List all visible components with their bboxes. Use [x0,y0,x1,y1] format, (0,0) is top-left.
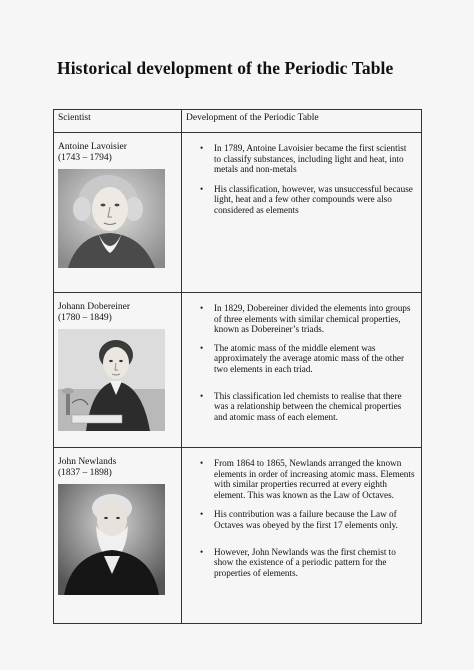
table-row [54,293,422,448]
scientist-cell [54,293,182,448]
scientist-years: (1837 – 1898) [58,468,112,478]
scientist-years: (1780 – 1849) [58,313,112,323]
table-header-row [54,110,422,133]
development-cell [182,293,422,448]
development-list [190,303,415,422]
list-item: • In 1789, Antoine Lavoisier became the first scientist to classify substances, including light and heat, into metals and non-metals [190,143,415,175]
portrait-dobereiner [58,329,165,431]
list-item: • His classification, however, was unsuccessful because light, heat and a few other compounds were also considered as elements [190,184,415,216]
scientist-name: Johann Dobereiner [58,302,131,312]
portrait-newlands [58,484,165,595]
scientist-name: John Newlands [58,457,117,467]
list-item: • This classification led chemists to realise that there was a relationship between the chemical properties and atomic mass of each element. [190,391,415,423]
portrait-lavoisier [58,169,165,268]
scientist-cell [54,133,182,293]
list-item: • The atomic mass of the middle element was approximately the average atomic mass of the other two elements in each triad. [190,343,415,375]
header-scientist: Scientist [54,110,182,133]
scientist-cell [54,448,182,624]
development-list [190,143,415,216]
list-item: • From 1864 to 1865, Newlands arranged the known elements in order of increasing atomic mass. Elements with similar properties recurred at every eighth element. This was known as the Law of Octaves. [190,458,415,500]
table-row [54,448,422,624]
table-row [54,133,422,293]
list-item: • In 1829, Dobereiner divided the elements into groups of three elements with similar chemical properties, known as Dobereiner’s triads. [190,303,415,335]
scientist-years: (1743 – 1794) [58,153,112,163]
header-development: Development of the Periodic Table [182,110,422,133]
development-cell [182,133,422,293]
development-cell [182,448,422,624]
scientist-name: Antoine Lavoisier [58,142,127,152]
development-list [190,458,415,578]
history-table [53,109,422,624]
list-item: • His contribution was a failure because the Law of Octaves was obeyed by the first 17 elements only. [190,509,415,530]
list-item: • However, John Newlands was the first chemist to show the existence of a periodic pattern for the properties of elements. [190,547,415,579]
page-title: Historical development of the Periodic Table [57,58,394,78]
